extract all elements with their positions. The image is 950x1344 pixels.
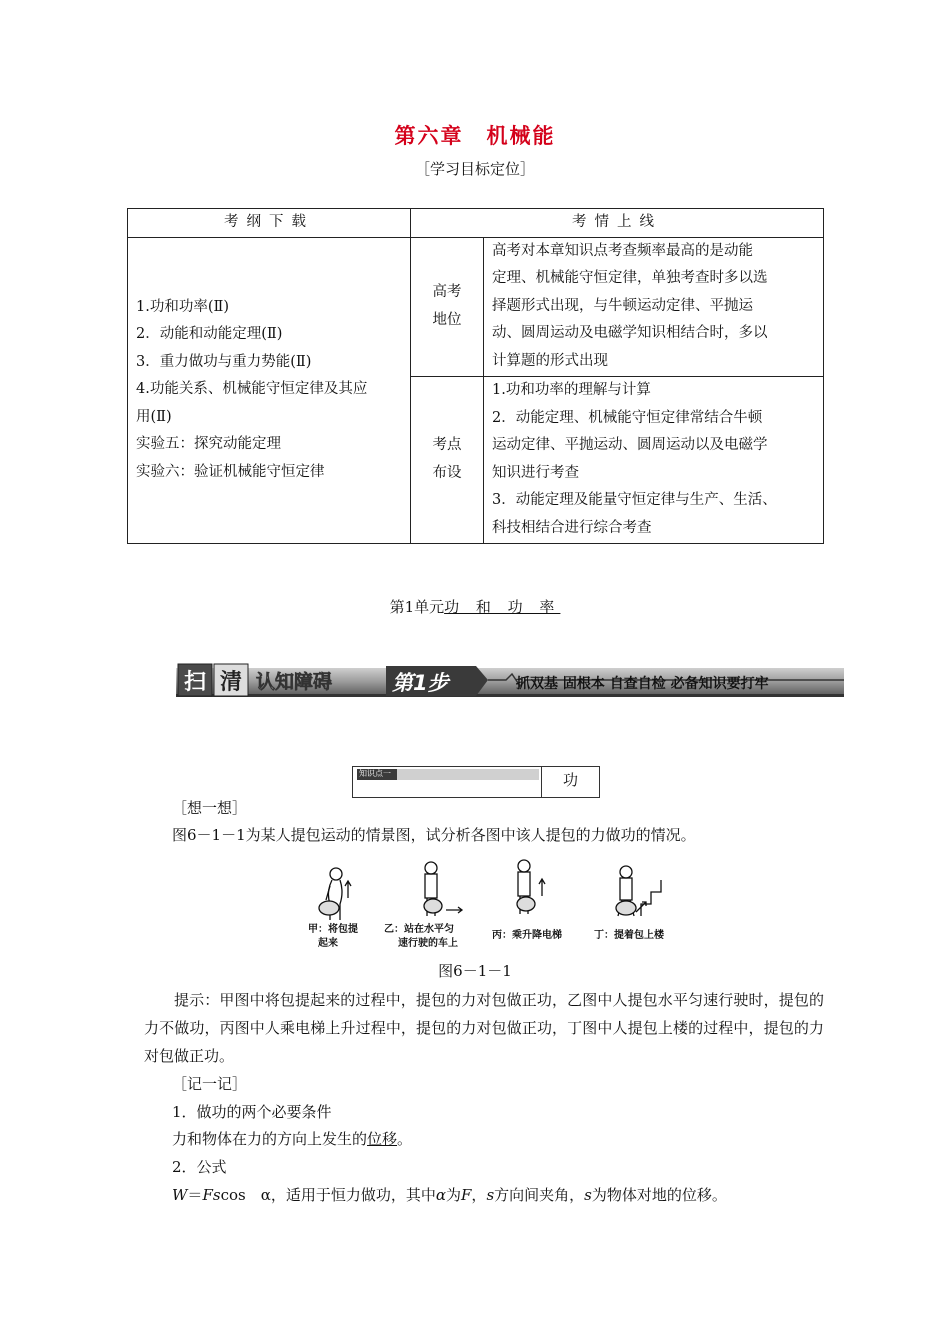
chapter-title: 第六章 机械能: [394, 124, 556, 148]
row-label-exam-status: 高考 地位: [411, 237, 484, 376]
learning-goals-table: [127, 208, 824, 544]
svg-text:起来: 起来: [318, 938, 338, 949]
section-label: ［学习目标定位］: [414, 160, 535, 178]
svg-text:丙：乘升降电梯: 丙：乘升降电梯: [492, 930, 562, 941]
syllabus-item: 实验五：探究动能定理: [136, 436, 281, 453]
figure-bing: [517, 860, 545, 914]
remember-label: ［记一记］: [172, 1075, 248, 1093]
test-points-text: 1.功和功率的理解与计算 2．动能定理、机械能守恒定律常结合牛顿 运动定律、平抛运动、圆周运动以及电磁学 知识进行考查 3．动能定理及能量守恒定律与生产、生活、 科技相结合进行综合考查: [484, 376, 824, 543]
unit-title: 第1单元功 和 功 率: [389, 598, 561, 616]
svg-text:甲：将包提: 甲：将包提: [308, 924, 358, 935]
figure-jia: [319, 868, 351, 920]
figure-6-1-1: [296, 856, 686, 956]
figure-ding: [616, 866, 661, 916]
banner-slogan: 抓双基 固根本 自查自检 必备知识要打牢: [516, 676, 769, 692]
underlined-answer: 位移: [367, 1130, 398, 1148]
think-label: ［想一想］: [172, 799, 248, 817]
svg-text:丁：提着包上楼: 丁：提着包上楼: [594, 930, 664, 941]
hint-text: 提示：甲图中将包提起来的过程中，提包的力对包做正功，乙图中人提包水平匀速行驶时，提包的力不做功，丙图中人乘电梯上升过程中，提包的力对包做正功，丁图中人提包上楼的过程中，提包的力对包做正功。: [144, 991, 824, 1065]
point-1-text: 力和物体在力的方向上发生的位移。: [172, 1130, 413, 1148]
knowledge-point-box: 知识点一 功: [352, 766, 600, 798]
point-2-title: 2．公式: [172, 1158, 227, 1176]
work-formula: W＝Fscos α，适用于恒力做功，其中α为F，s方向间夹角，s为物体对地的位移。: [172, 1186, 727, 1204]
row-label-test-points: 考点 布设: [411, 376, 484, 543]
banner-char-2: 清: [219, 670, 243, 695]
exam-status-text: 高考对本章知识点考查频率最高的是动能 定理、机械能守恒定律，单独考查时多以选 择题形式出现，与牛顿运动定律、平抛运 动、圆周运动及电磁学知识相结合时，多以 计算题的形式出现: [484, 237, 824, 376]
banner-main: 认知障碍: [256, 671, 333, 693]
banner-char-1: 扫: [183, 670, 207, 695]
syllabus-item: 实验六：验证机械能守恒定律: [136, 463, 325, 480]
syllabus-item: 1.功和功率(Ⅱ): [136, 298, 230, 315]
syllabus-item: 用(Ⅱ): [136, 408, 172, 425]
syllabus-item: 2．动能和动能定理(Ⅱ): [136, 326, 283, 343]
header-exam-trend: 考情上线: [411, 209, 824, 238]
figure-label: 图6－1－1: [438, 962, 512, 980]
syllabus-item: 3．重力做功与重力势能(Ⅱ): [136, 353, 312, 370]
step-banner: [176, 660, 844, 702]
header-syllabus: 考纲下载: [128, 209, 411, 238]
syllabus-list: [128, 237, 411, 543]
question-text: 图6－1－1为某人提包运动的情景图，试分析各图中该人提包的力做功的情况。: [172, 826, 696, 844]
banner-step: 第1步: [392, 671, 449, 695]
knowledge-point-word: 功: [563, 771, 579, 789]
syllabus-item: 4.功能关系、机械能守恒定律及其应: [136, 381, 368, 398]
figure-yi: [424, 862, 462, 916]
point-1-title: 1．做功的两个必要条件: [172, 1103, 332, 1121]
svg-text:速行驶的车上: 速行驶的车上: [398, 938, 458, 949]
svg-text:乙：站在水平匀: 乙：站在水平匀: [384, 924, 454, 935]
